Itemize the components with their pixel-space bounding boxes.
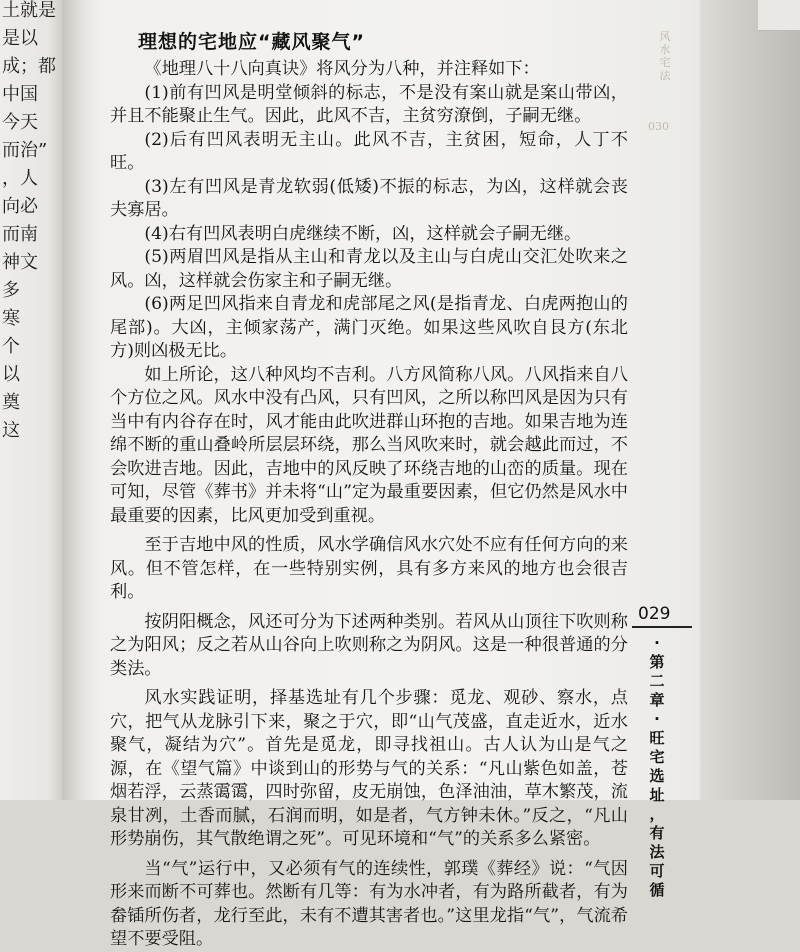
paragraph: (5)两眉凹风是指从主山和青龙以及主山与白虎山交汇处吹来之风。凶，这样就会伤家主和子嗣无继。 [110,247,628,291]
paragraph: 当“气”运行中，又必须有气的连续性，郭璞《葬经》说：“气因形来而断不可葬也。然断有几等：有为水冲者，有为路所截者，有为畚锸所伤者，龙行至此，未有不遭其害者也。”这里龙指“气”，气流希望不要受阻。 [110,858,628,949]
left-page-line: 神文 [2,252,38,273]
show-through-header [655,30,675,82]
chapter-label-char: 循 [649,881,665,899]
left-page-line: 今天 [2,112,38,133]
chapter-label-char: 可 [649,862,665,880]
paragraph: (2)后有凹风表明无主山。此风不吉，主贫困，短命，人丁不旺。 [110,129,628,173]
left-page-line: 这 [2,420,20,441]
show-through-char: 法 [659,69,671,82]
chapter-label-char: 选 [649,767,665,785]
right-page [100,0,710,949]
left-page-line: 向必 [2,196,38,217]
paragraph: 《地理八十八向真诀》将风分为八种，并注释如下： [144,59,540,79]
body-text [110,58,628,952]
left-page-line: 土就是 [2,0,56,21]
chapter-label-char: · [654,634,660,652]
left-page-line: 以 [2,364,20,385]
paragraph: 至于吉地中风的性质，风水学确信风水穴处不应有任何方向的来风。但不管怎样，在一些特别实例，具有多方来风的地方也会很吉利。 [110,535,628,602]
chapter-label-char: 章 [649,691,665,709]
paragraph: (6)两足凹风指来自青龙和虎部尾之风(是指青龙、白虎两抱山的尾部)。大凶，主倾家荡产，满门灭绝。如果这些风吹自艮方(东北方)则凶极无比。 [110,294,628,361]
chapter-label-char: 旺 [649,729,665,747]
chapter-label-char: 二 [649,672,665,690]
paragraph: (3)左有凹风是青龙软弱(低矮)不振的标志，为凶，这样就会丧夫寡居。 [110,176,628,220]
left-page-text-column [2,0,56,448]
paragraph: (1)前有凹风是明堂倾斜的标志，不是没有案山就是案山带凶，并且不能聚止生气。因此，此风不吉，主贫穷潦倒，子嗣无继。 [110,82,628,126]
paragraph: 如上所论，这八种风均不吉利。八方风简称八风。八风指来自八个方位之风。风水中没有凸风，只有凹风，之所以称凹风是因为只有当中有内谷存在时，风才能由此吹进群山环抱的吉地。如果吉地为连绵不断的重山叠岭所层层环绕，那么当风吹来时，就会越此而过，不会吹进吉地。因此，吉地中的风反映了环绕吉地的山峦的质量。现在可知，尽管《葬书》并未将“山”定为最重要因素，但它仍然是风水中最重要的因素，比风更加受到重视。 [110,364,628,526]
chapter-label-char: 址 [649,786,665,804]
book-gutter [62,0,100,800]
left-page-line: 奠 [2,392,20,413]
chapter-label-char: 第 [649,653,665,671]
left-page-line: 个 [2,336,20,357]
left-page-line: 多 [2,280,20,301]
show-through-char: 水 [659,43,671,56]
show-through-page-number: 030 [648,120,669,133]
left-page-line: 成；都 [2,56,56,77]
left-page-line: 是以 [2,28,38,49]
page-edge-shadow [700,0,800,800]
chapter-label-char: 法 [649,843,665,861]
page-corner [758,0,800,31]
left-page-line: 而南 [2,224,38,245]
left-page-line: 而治” [2,140,48,161]
chapter-label-char: 宅 [649,748,665,766]
page-number-rule [632,626,692,628]
left-page-line: 中国 [2,84,38,105]
paragraph: 按阴阳概念，风还可分为下述两种类别。若风从山顶往下吹则称之为阳风；反之若从山谷向上吹则称之为阴风。这是一种很普通的分类法。 [110,611,628,679]
chapter-label-char: · [654,710,660,728]
left-page-line: 寒 [2,308,20,329]
chapter-running-head [646,634,668,900]
page-number: 029 [638,604,671,624]
section-title: 理想的宅地应“藏风聚气” [138,31,365,53]
chapter-label-char: 有 [649,824,665,842]
left-facing-page [0,0,62,800]
paragraph: 风水实践证明，择基选址有几个步骤：觅龙、观砂、察水，点穴，把气从龙脉引下来，聚之于穴，即“山气茂盛，直走近水，近水聚气，凝结为穴”。首先是觅龙，即寻找祖山。古人认为山是气之源，在《望气篇》中谈到山的形势与气的关系：“凡山紫色如盖，苍烟若浮，云蒸霭霭，四时弥留，皮无崩蚀，色泽油油，草木繁茂，流泉甘冽，土香而腻，石润而明，如是者，气方钟未休。”反之，“凡山形势崩伤，其气散绝谓之死”。可见环境和“气”的关系多么紧密。 [110,688,628,849]
left-page-line: ，人 [2,168,38,189]
paragraph: (4)右有凹风表明白虎继续不断，凶，这样就会子嗣无继。 [144,223,582,244]
show-through-char: 风 [659,30,671,43]
chapter-label-char: ， [649,805,665,823]
show-through-char: 宅 [659,56,671,69]
